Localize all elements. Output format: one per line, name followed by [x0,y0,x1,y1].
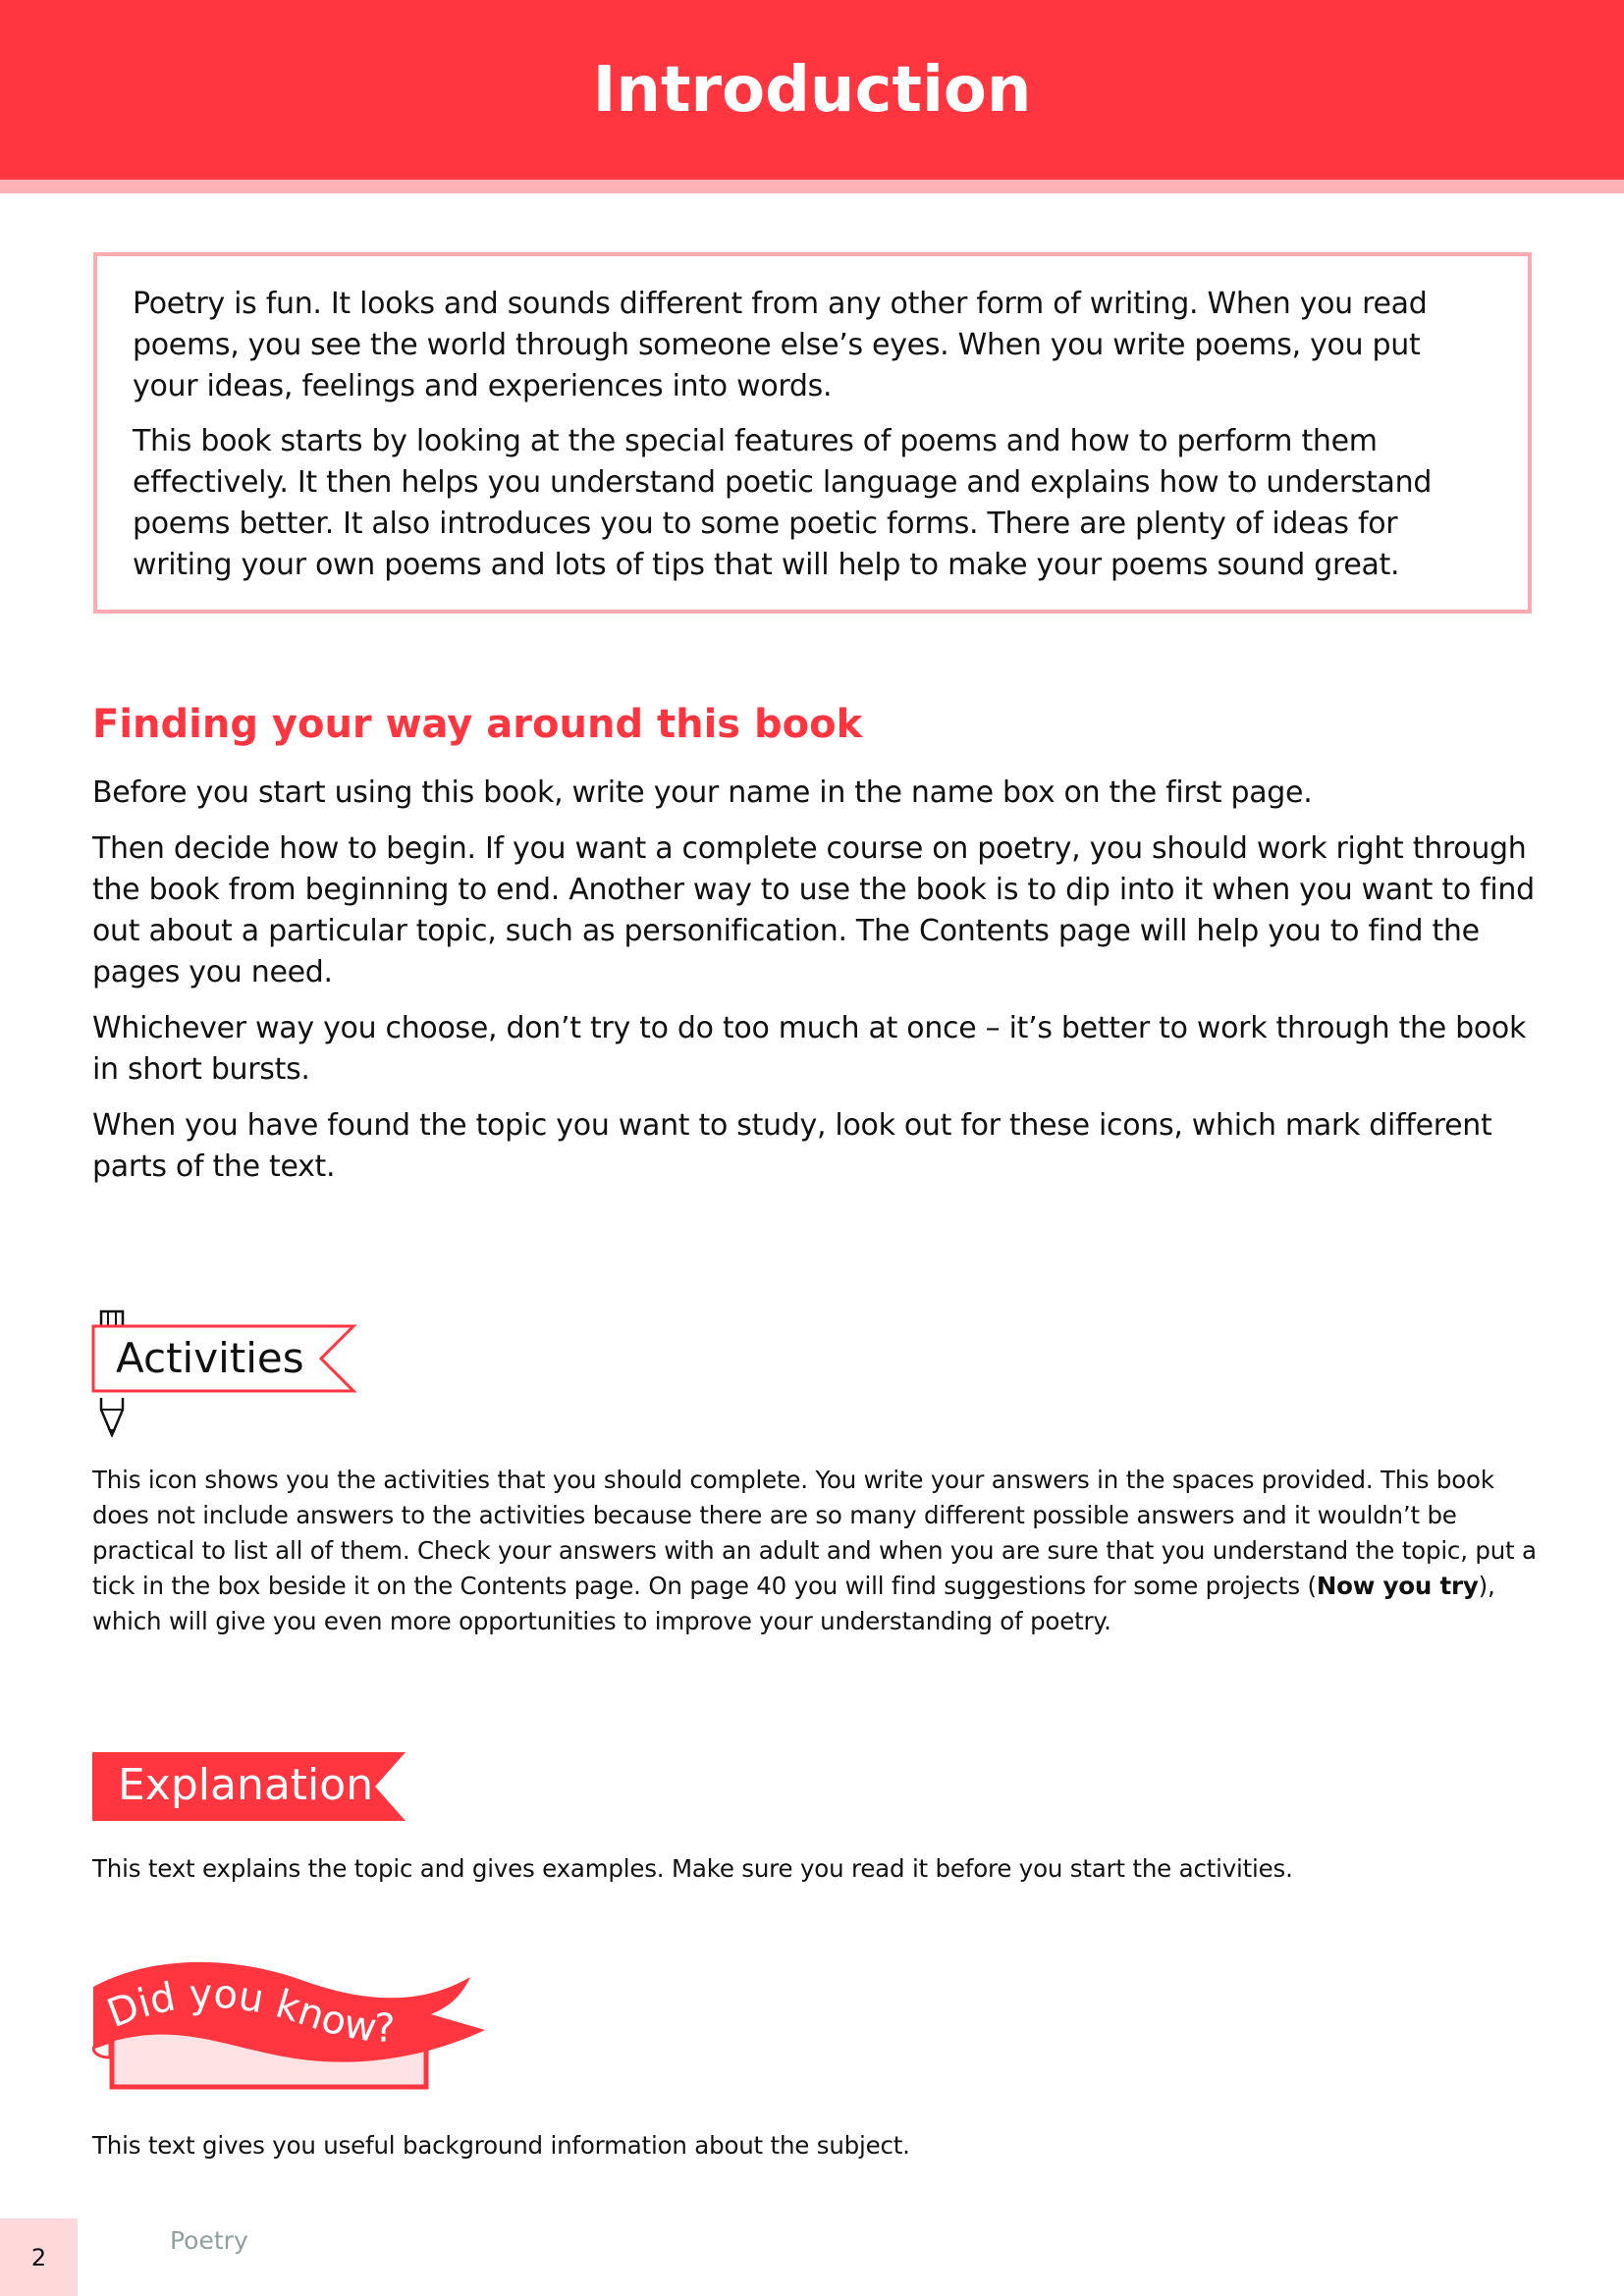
did-you-know-label: Did you know? [101,1971,396,2052]
explanation-description: This text explains the topic and gives examples. Make sure you read it before you start the activities. [92,1854,1293,1883]
text: This icon shows you the activities that you should complete. You write your answers in the spaces provided. This book does not include answers to the activities because there are so many different possible answers and it wouldn’t be practical to list all of them. Check your answers with an adult and when you are sure that you understand the topic, put a tick in the box beside it on the Contents page. On page 40 you will find suggestions for some projects ( [92,1466,1537,1600]
activities-description [92,1463,1545,1639]
page-title: Introduction [592,54,1032,127]
paragraph: When you have found the topic you want to study, look out for these icons, which mark different parts of the text. [92,1108,1492,1184]
explanation-label: Explanation [118,1760,374,1810]
footer-book-title: Poetry [170,2226,248,2255]
activities-icon [90,1309,360,1437]
paragraph: Whichever way you choose, don’t try to do too much at once – it’s better to work through the book in short bursts. [92,1011,1527,1087]
intro-paragraph: This book starts by looking at the special features of poems and how to perform them effectively. It then helps you understand poetic language and explains how to understand poems better. It also introduces you to some poetic forms. There are plenty of ideas for writing your own poems and lots of tips that will help to make your poems sound great. [133,424,1433,582]
header-strip [0,180,1624,193]
intro-box [93,252,1532,614]
paragraph: Before you start using this book, write your name in the name box on the first page. [92,775,1313,810]
activities-label: Activities [116,1334,304,1382]
did-you-know-description: This text gives you useful background information about the subject. [92,2131,910,2160]
section-body [92,773,1545,1202]
section-heading: Finding your way around this book [92,702,863,747]
text: ), which will give you even more opportunities to improve your understanding of poetry. [92,1572,1495,1635]
did-you-know-icon [92,1959,485,2097]
ribbon-shape [92,1959,485,2097]
intro-paragraph: Poetry is fun. It looks and sounds different from any other form of writing. When you read poems, you see the world through someone else’s eyes. When you write poems, you put your ideas, feelings and experiences into words. [133,287,1428,403]
paragraph: Then decide how to begin. If you want a complete course on poetry, you should work right through the book from beginning to end. Another way to use the book is to dip into it when you want to find out about a particular topic, such as personification. The Contents page will help you to find the pages you need. [92,831,1535,989]
page-number: 2 [0,2218,78,2296]
explanation-icon [92,1752,406,1821]
bold-text: Now you try [1316,1572,1479,1600]
